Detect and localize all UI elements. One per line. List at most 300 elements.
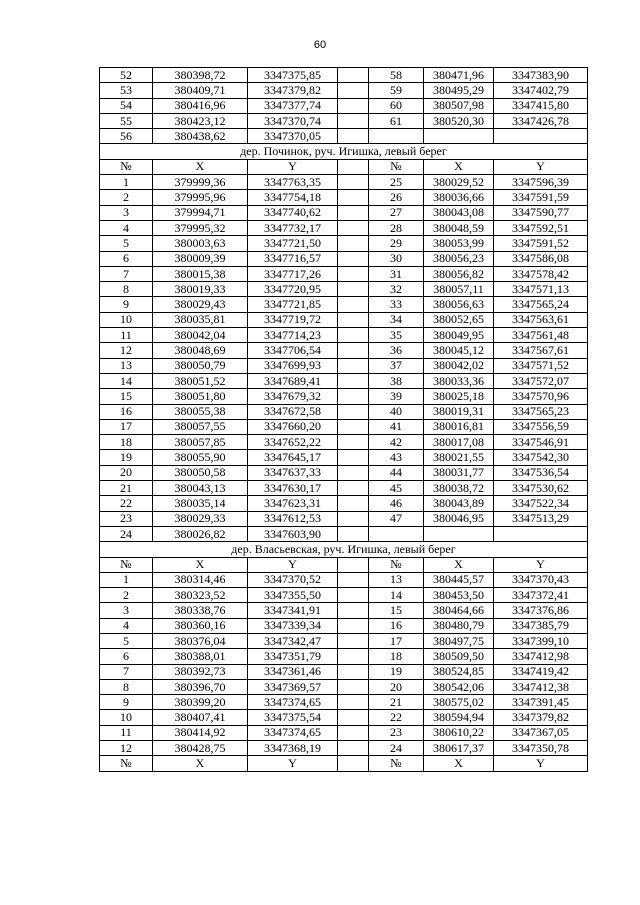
spacer-cell [338,679,369,694]
y-coordinate-cell: 3347355,50 [248,588,338,603]
y-coordinate-cell: 3347339,34 [248,618,338,633]
y-coordinate-cell: 3347368,19 [248,741,338,756]
table-row [100,389,588,404]
point-number-cell: 10 [100,312,153,327]
x-coordinate-cell: 380056,82 [424,266,494,281]
x-coordinate-cell: 380610,22 [424,725,494,740]
table-row [100,343,588,358]
y-coordinate-cell: 3347375,85 [248,68,338,83]
y-coordinate-cell: 3347689,41 [248,373,338,388]
spacer-cell [338,113,369,128]
x-coordinate-cell: 380497,75 [424,633,494,648]
x-coordinate-cell: 380428,75 [153,741,248,756]
y-coordinate-cell: 3347652,22 [248,435,338,450]
x-coordinate-cell: 380033,36 [424,373,494,388]
x-coordinate-cell: 380052,65 [424,312,494,327]
x-coordinate-cell: 380051,52 [153,373,248,388]
x-coordinate-cell: 380035,81 [153,312,248,327]
spacer-cell [338,220,369,235]
point-number-cell: 55 [100,113,153,128]
x-coordinate-cell: 380398,72 [153,68,248,83]
x-coordinate-cell: 380376,04 [153,633,248,648]
table-row [100,266,588,281]
y-coordinate-cell: 3347391,45 [494,695,588,710]
x-coordinate-cell: 380057,11 [424,282,494,297]
point-number-cell: 25 [369,175,424,190]
y-coordinate-cell: 3347591,52 [494,236,588,251]
x-coordinate-cell: 380016,81 [424,419,494,434]
y-coordinate-cell: 3347351,79 [248,649,338,664]
x-coordinate-cell: 380471,96 [424,68,494,83]
y-coordinate-cell: 3347513,29 [494,511,588,526]
y-coordinate-cell: 3347623,31 [248,496,338,511]
y-coordinate-cell: 3347530,62 [494,481,588,496]
y-coordinate-cell: 3347377,74 [248,98,338,113]
y-coordinate-cell: 3347379,82 [248,83,338,98]
x-coordinate-cell: 380003,63 [153,236,248,251]
x-coordinate-cell: 380464,66 [424,603,494,618]
y-coordinate-cell: 3347754,18 [248,190,338,205]
y-coordinate-cell: 3347637,33 [248,465,338,480]
x-coordinate-cell: 380396,70 [153,679,248,694]
spacer-cell [338,664,369,679]
x-coordinate-cell: 380025,18 [424,389,494,404]
x-coordinate-cell: 380495,29 [424,83,494,98]
x-coordinate-cell: 380509,50 [424,649,494,664]
point-number-cell: 24 [100,526,153,541]
x-coordinate-cell: 380423,12 [153,113,248,128]
y-coordinate-cell: 3347699,93 [248,358,338,373]
table-row [100,435,588,450]
spacer-cell [338,129,369,144]
spacer-cell [338,404,369,419]
y-coordinate-cell: 3347630,17 [248,481,338,496]
spacer-cell [338,710,369,725]
x-coordinate-cell: 380575,02 [424,695,494,710]
table-row [100,695,588,710]
y-coordinate-cell [494,129,588,144]
table-row [100,450,588,465]
x-coordinate-cell: X [424,557,494,572]
x-coordinate-cell: 380021,55 [424,450,494,465]
coordinates-table [99,67,588,772]
spacer-cell [338,68,369,83]
x-coordinate-cell: 380048,69 [153,343,248,358]
point-number-cell: 53 [100,83,153,98]
table-row [100,328,588,343]
table-row [100,68,588,83]
point-number-cell: 40 [369,404,424,419]
spacer-cell [338,526,369,541]
point-number-cell: 4 [100,220,153,235]
y-coordinate-cell: Y [494,756,588,771]
point-number-cell: 13 [369,572,424,587]
y-coordinate-cell: 3347341,91 [248,603,338,618]
x-coordinate-cell: 380323,52 [153,588,248,603]
y-coordinate-cell: 3347383,90 [494,68,588,83]
x-coordinate-cell: 380617,37 [424,741,494,756]
point-number-cell [369,526,424,541]
spacer-cell [338,328,369,343]
table-row [100,113,588,128]
y-coordinate-cell: 3347563,61 [494,312,588,327]
table-row [100,588,588,603]
y-coordinate-cell: 3347419,42 [494,664,588,679]
point-number-cell: 13 [100,358,153,373]
x-coordinate-cell: 380042,04 [153,328,248,343]
y-coordinate-cell: 3347591,59 [494,190,588,205]
y-coordinate-cell: 3347556,59 [494,419,588,434]
x-coordinate-cell: 380056,63 [424,297,494,312]
point-number-cell: 23 [369,725,424,740]
table-row [100,205,588,220]
y-coordinate-cell: 3347370,52 [248,572,338,587]
point-number-cell: 8 [100,282,153,297]
spacer-cell [338,266,369,281]
y-coordinate-cell: 3347412,98 [494,649,588,664]
x-coordinate-cell: X [153,159,248,174]
table-row [100,618,588,633]
x-coordinate-cell: 379995,32 [153,220,248,235]
y-coordinate-cell: Y [494,557,588,572]
y-coordinate-cell: 3347399,10 [494,633,588,648]
table-row [100,404,588,419]
x-coordinate-cell: 380048,59 [424,220,494,235]
x-coordinate-cell: 380051,80 [153,389,248,404]
x-coordinate-cell: 379994,71 [153,205,248,220]
spacer-cell [338,251,369,266]
y-coordinate-cell: 3347740,62 [248,205,338,220]
spacer-cell [338,312,369,327]
point-number-cell: 10 [100,710,153,725]
x-coordinate-cell: 379995,96 [153,190,248,205]
table-row [100,282,588,297]
y-coordinate-cell: 3347379,82 [494,710,588,725]
x-coordinate-cell: X [153,557,248,572]
point-number-cell: № [369,756,424,771]
y-coordinate-cell: 3347385,79 [494,618,588,633]
x-coordinate-cell: 380045,12 [424,343,494,358]
x-coordinate-cell: 380057,55 [153,419,248,434]
x-coordinate-cell: 380520,30 [424,113,494,128]
point-number-cell: 60 [369,98,424,113]
point-number-cell: 19 [369,664,424,679]
x-coordinate-cell: 380057,85 [153,435,248,450]
y-coordinate-cell: 3347561,48 [494,328,588,343]
point-number-cell: 17 [369,633,424,648]
x-coordinate-cell: 380043,08 [424,205,494,220]
section-title: дер. Власьевская, руч. Игишка, левый берег [100,542,588,557]
point-number-cell [369,129,424,144]
point-number-cell: 42 [369,435,424,450]
spacer-cell [338,389,369,404]
x-coordinate-cell: 380438,62 [153,129,248,144]
y-coordinate-cell: 3347571,52 [494,358,588,373]
point-number-cell: 34 [369,312,424,327]
point-number-cell: 9 [100,695,153,710]
y-coordinate-cell: 3347426,78 [494,113,588,128]
x-coordinate-cell: 380019,33 [153,282,248,297]
table-row [100,710,588,725]
y-coordinate-cell: 3347645,17 [248,450,338,465]
point-number-cell: 36 [369,343,424,358]
spacer-cell [338,159,369,174]
point-number-cell: 24 [369,741,424,756]
table-row [100,236,588,251]
x-coordinate-cell: 380036,66 [424,190,494,205]
table-row [100,511,588,526]
point-number-cell: 7 [100,266,153,281]
spacer-cell [338,205,369,220]
point-number-cell: 29 [369,236,424,251]
x-coordinate-cell: 380507,98 [424,98,494,113]
y-coordinate-cell: 3347546,91 [494,435,588,450]
point-number-cell: 7 [100,664,153,679]
y-coordinate-cell: 3347374,65 [248,725,338,740]
x-coordinate-cell: 380019,31 [424,404,494,419]
y-coordinate-cell: Y [248,557,338,572]
x-coordinate-cell: 380049,95 [424,328,494,343]
table-row [100,603,588,618]
y-coordinate-cell: 3347721,50 [248,236,338,251]
y-coordinate-cell: 3347612,53 [248,511,338,526]
x-coordinate-cell: 380017,08 [424,435,494,450]
table-row [100,481,588,496]
point-number-cell: 3 [100,603,153,618]
table-row [100,175,588,190]
point-number-cell: 3 [100,205,153,220]
x-coordinate-cell: 380029,43 [153,297,248,312]
y-coordinate-cell: 3347367,05 [494,725,588,740]
x-coordinate-cell: 380015,38 [153,266,248,281]
x-coordinate-cell: 380038,72 [424,481,494,496]
y-coordinate-cell: 3347565,23 [494,404,588,419]
y-coordinate-cell: 3347536,54 [494,465,588,480]
table-row [100,419,588,434]
y-coordinate-cell: 3347565,24 [494,297,588,312]
x-coordinate-cell: 380050,58 [153,465,248,480]
table-row [100,312,588,327]
x-coordinate-cell: 380043,89 [424,496,494,511]
spacer-cell [338,741,369,756]
spacer-cell [338,756,369,771]
point-number-cell: 18 [100,435,153,450]
x-coordinate-cell: 380314,46 [153,572,248,587]
x-coordinate-cell: 380480,79 [424,618,494,633]
table-row [100,190,588,205]
point-number-cell: 8 [100,679,153,694]
section-title-row [100,542,588,557]
point-number-cell: 59 [369,83,424,98]
point-number-cell: 18 [369,649,424,664]
point-number-cell: № [100,159,153,174]
spacer-cell [338,695,369,710]
point-number-cell: 5 [100,633,153,648]
point-number-cell: 15 [100,389,153,404]
table-row [100,83,588,98]
x-coordinate-cell: 380029,33 [153,511,248,526]
y-coordinate-cell: 3347415,80 [494,98,588,113]
table-row [100,725,588,740]
point-number-cell: 12 [100,343,153,358]
y-coordinate-cell: 3347542,30 [494,450,588,465]
x-coordinate-cell: 380524,85 [424,664,494,679]
x-coordinate-cell: 380026,82 [153,526,248,541]
y-coordinate-cell: 3347412,38 [494,679,588,694]
table-row [100,251,588,266]
spacer-cell [338,343,369,358]
point-number-cell: 58 [369,68,424,83]
point-number-cell: 2 [100,190,153,205]
table-row [100,98,588,113]
x-coordinate-cell: 379999,36 [153,175,248,190]
point-number-cell: 1 [100,175,153,190]
point-number-cell: 30 [369,251,424,266]
y-coordinate-cell: Y [248,159,338,174]
point-number-cell: 20 [100,465,153,480]
spacer-cell [338,633,369,648]
x-coordinate-cell: 380053,99 [424,236,494,251]
spacer-cell [338,450,369,465]
spacer-cell [338,358,369,373]
spacer-cell [338,725,369,740]
section-title-row [100,144,588,159]
table-row [100,526,588,541]
point-number-cell: 37 [369,358,424,373]
y-coordinate-cell: 3347714,23 [248,328,338,343]
x-coordinate-cell: 380416,96 [153,98,248,113]
x-coordinate-cell: 380338,76 [153,603,248,618]
point-number-cell: 14 [100,373,153,388]
y-coordinate-cell: 3347590,77 [494,205,588,220]
x-coordinate-cell: 380043,13 [153,481,248,496]
x-coordinate-cell [424,526,494,541]
point-number-cell: 6 [100,649,153,664]
point-number-cell: 43 [369,450,424,465]
table-row [100,129,588,144]
y-coordinate-cell: 3347763,35 [248,175,338,190]
point-number-cell: 22 [369,710,424,725]
point-number-cell: 35 [369,328,424,343]
y-coordinate-cell: 3347370,05 [248,129,338,144]
y-coordinate-cell [494,526,588,541]
point-number-cell: 11 [100,328,153,343]
y-coordinate-cell: 3347719,72 [248,312,338,327]
spacer-cell [338,649,369,664]
y-coordinate-cell: 3347372,41 [494,588,588,603]
point-number-cell: 21 [369,695,424,710]
y-coordinate-cell: 3347720,95 [248,282,338,297]
spacer-cell [338,572,369,587]
y-coordinate-cell: 3347370,43 [494,572,588,587]
point-number-cell: 28 [369,220,424,235]
point-number-cell: 19 [100,450,153,465]
point-number-cell: 27 [369,205,424,220]
table-row [100,465,588,480]
point-number-cell: 31 [369,266,424,281]
point-number-cell: 46 [369,496,424,511]
point-number-cell: 5 [100,236,153,251]
y-coordinate-cell: 3347716,57 [248,251,338,266]
x-coordinate-cell: 380056,23 [424,251,494,266]
x-coordinate-cell: 380029,52 [424,175,494,190]
spacer-cell [338,236,369,251]
point-number-cell: 38 [369,373,424,388]
table-row [100,297,588,312]
spacer-cell [338,603,369,618]
x-coordinate-cell: 380055,90 [153,450,248,465]
table-row [100,373,588,388]
section-title: дер. Починок, руч. Игишка, левый берег [100,144,588,159]
point-number-cell: 21 [100,481,153,496]
point-number-cell: 54 [100,98,153,113]
x-coordinate-cell: 380409,71 [153,83,248,98]
point-number-cell: № [369,557,424,572]
page-number: 60 [313,39,327,51]
y-coordinate-cell: 3347567,61 [494,343,588,358]
point-number-cell: 1 [100,572,153,587]
y-coordinate-cell: 3347578,42 [494,266,588,281]
x-coordinate-cell: 380388,01 [153,649,248,664]
y-coordinate-cell: 3347376,86 [494,603,588,618]
header-row [100,557,588,572]
spacer-cell [338,435,369,450]
point-number-cell: 16 [369,618,424,633]
table-row [100,496,588,511]
y-coordinate-cell: 3347571,13 [494,282,588,297]
table-row [100,358,588,373]
point-number-cell: 41 [369,419,424,434]
point-number-cell: 45 [369,481,424,496]
point-number-cell: № [369,159,424,174]
x-coordinate-cell: 380392,73 [153,664,248,679]
point-number-cell: 52 [100,68,153,83]
x-coordinate-cell: 380055,38 [153,404,248,419]
x-coordinate-cell: 380542,06 [424,679,494,694]
y-coordinate-cell: 3347717,26 [248,266,338,281]
x-coordinate-cell: 380453,50 [424,588,494,603]
point-number-cell: 12 [100,741,153,756]
x-coordinate-cell: 380445,57 [424,572,494,587]
point-number-cell: 14 [369,588,424,603]
y-coordinate-cell: 3347375,54 [248,710,338,725]
y-coordinate-cell: 3347369,57 [248,679,338,694]
table-row [100,649,588,664]
y-coordinate-cell: 3347721,85 [248,297,338,312]
spacer-cell [338,175,369,190]
point-number-cell: 16 [100,404,153,419]
point-number-cell: 39 [369,389,424,404]
x-coordinate-cell: 380399,20 [153,695,248,710]
y-coordinate-cell: 3347570,96 [494,389,588,404]
x-coordinate-cell: 380050,79 [153,358,248,373]
y-coordinate-cell: 3347603,90 [248,526,338,541]
x-coordinate-cell: 380042,02 [424,358,494,373]
spacer-cell [338,588,369,603]
point-number-cell: 15 [369,603,424,618]
x-coordinate-cell: 380360,16 [153,618,248,633]
x-coordinate-cell: X [153,756,248,771]
x-coordinate-cell: X [424,756,494,771]
y-coordinate-cell: 3347586,08 [494,251,588,266]
table-row [100,633,588,648]
spacer-cell [338,83,369,98]
point-number-cell: 23 [100,511,153,526]
point-number-cell: 26 [369,190,424,205]
y-coordinate-cell: 3347342,47 [248,633,338,648]
y-coordinate-cell: Y [248,756,338,771]
point-number-cell: 47 [369,511,424,526]
